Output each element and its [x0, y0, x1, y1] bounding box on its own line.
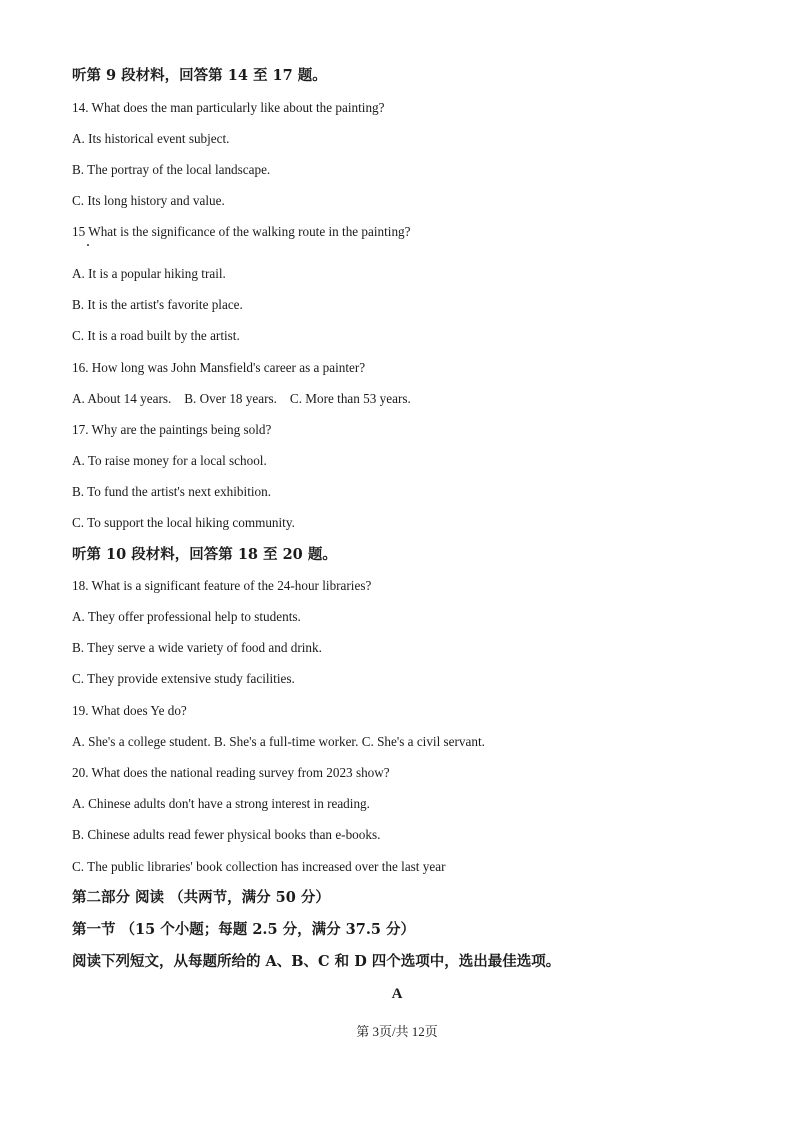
q16-option-b: B. Over 18 years. [184, 391, 277, 406]
q17-option-a: A. To raise money for a local school. [72, 453, 267, 468]
part-2-heading: 第二部分 阅读 （共两节，满分 50 分） [72, 889, 330, 906]
q15-option-a: A. It is a popular hiking trail. [72, 266, 226, 281]
q15-option-c: C. It is a road built by the artist. [72, 328, 240, 343]
question-19: 19. What does Ye do? [72, 703, 187, 718]
q17-option-c: C. To support the local hiking community. [72, 515, 295, 530]
question-14: 14. What does the man particularly like about the painting? [72, 100, 385, 115]
stray-dot-mark [87, 244, 89, 246]
question-20: 20. What does the national reading survey from 2023 show? [72, 765, 390, 780]
question-15: 15 What is the significance of the walking route in the painting? [72, 224, 411, 239]
q18-option-a: A. They offer professional help to students. [72, 609, 301, 624]
q16-option-c: C. More than 53 years. [289, 391, 411, 406]
q15-option-b: B. It is the artist's favorite place. [72, 297, 243, 312]
section-1-heading: 第一节 （15 个小题；每题 2.5 分，满分 37.5 分） [72, 921, 416, 938]
passage-label: A [391, 986, 403, 1002]
q18-option-b: B. They serve a wide variety of food and drink. [72, 640, 322, 655]
q14-option-a: A. Its historical event subject. [72, 131, 230, 146]
q20-option-a: A. Chinese adults don't have a strong interest in reading. [72, 796, 370, 811]
question-16: 16. How long was John Mansfield's career as a painter? [72, 360, 366, 375]
reading-instructions: 阅读下列短文，从每题所给的 A、B、C 和 D 四个选项中，选出最佳选项。 [72, 953, 561, 970]
section-9-heading: 听第 9 段材料，回答第 14 至 17 题。 [72, 67, 327, 84]
q16-option-a: A. About 14 years. [72, 391, 172, 406]
q20-option-c: C. The public libraries' book collection has increased over the last year [72, 859, 446, 874]
page-number: 第 3页/共 12页 [356, 1024, 438, 1039]
q17-option-b: B. To fund the artist's next exhibition. [72, 484, 272, 499]
question-17: 17. Why are the paintings being sold? [72, 422, 272, 437]
q16-options [72, 391, 424, 407]
q20-option-b: B. Chinese adults read fewer physical books than e-books. [72, 827, 381, 842]
q18-option-c: C. They provide extensive study facilities. [72, 671, 295, 686]
question-18: 18. What is a significant feature of the 24-hour libraries? [72, 578, 372, 593]
q14-option-c: C. Its long history and value. [72, 193, 225, 208]
q14-option-b: B. The portray of the local landscape. [72, 162, 271, 177]
section-10-heading: 听第 10 段材料，回答第 18 至 20 题。 [72, 546, 337, 563]
q19-options: A. She's a college student. B. She's a full-time worker. C. She's a civil servant. [72, 734, 485, 749]
